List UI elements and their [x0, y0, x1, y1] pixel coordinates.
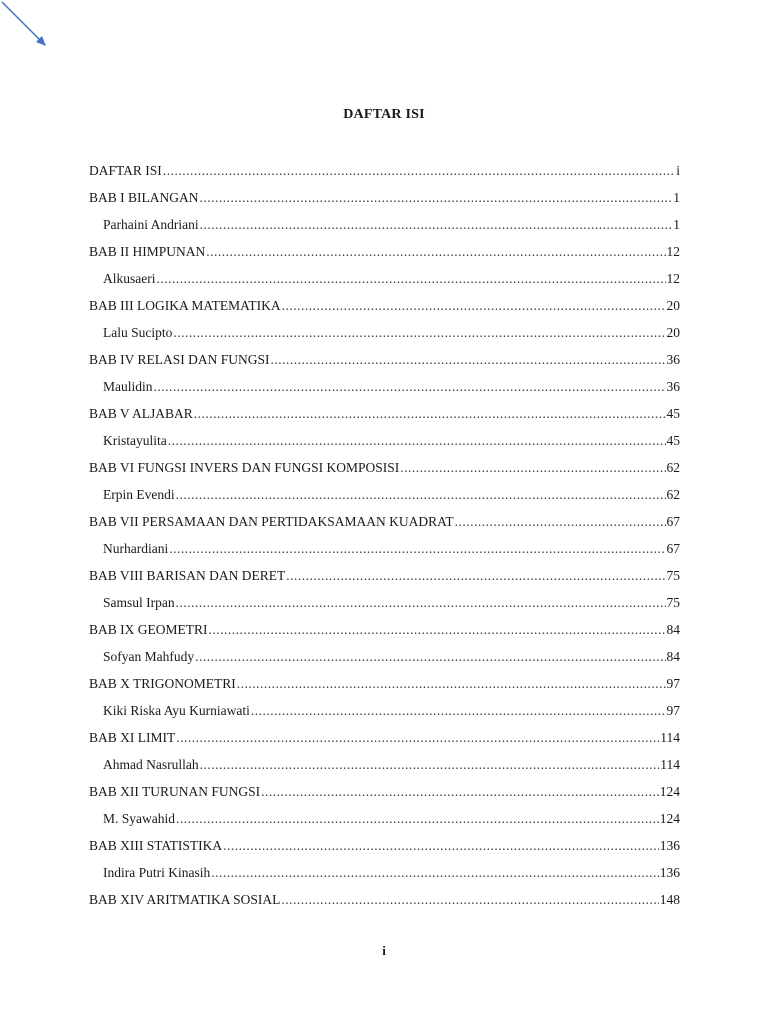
toc-entry-page: 97 [666, 676, 680, 691]
toc-entry-label: Parhaini Andriani [103, 217, 199, 232]
toc-dot-leader [176, 809, 659, 829]
toc-chapter-entry[interactable] [89, 458, 680, 485]
toc-dot-leader [176, 485, 666, 505]
toc-dot-leader [286, 566, 665, 586]
toc-dot-leader [176, 728, 659, 748]
toc-entry-page: 45 [666, 406, 680, 421]
toc-entry-page: 114 [660, 730, 680, 745]
toc-entry-page: 75 [666, 595, 680, 610]
toc-dot-leader [211, 863, 659, 883]
toc-entry-page: 148 [659, 892, 680, 907]
toc-author-entry[interactable] [89, 647, 680, 674]
toc-chapter-entry[interactable] [89, 296, 680, 323]
toc-chapter-entry[interactable] [89, 512, 680, 539]
toc-entry-page: 45 [666, 433, 680, 448]
toc-dot-leader [281, 890, 658, 910]
toc-dot-leader [200, 755, 660, 775]
toc-chapter-entry[interactable] [89, 890, 680, 917]
toc-chapter-entry[interactable] [89, 836, 680, 863]
toc-entry-page: 62 [666, 487, 680, 502]
toc-dot-leader [195, 647, 665, 667]
toc-entry-page: 12 [666, 271, 680, 286]
toc-dot-leader [223, 836, 659, 856]
toc-entry-page: 124 [659, 784, 680, 799]
toc-entry-page: 20 [666, 325, 680, 340]
toc-entry-label: BAB VI FUNGSI INVERS DAN FUNGSI KOMPOSISI [89, 460, 400, 475]
toc-entry-label: BAB XI LIMIT [89, 730, 176, 745]
toc-entry-label: BAB XIV ARITMATIKA SOSIAL [89, 892, 281, 907]
toc-entry-page: 20 [666, 298, 680, 313]
toc-dot-leader [261, 782, 659, 802]
toc-dot-leader [169, 539, 665, 559]
toc-entry-page: 136 [659, 838, 680, 853]
toc-dot-leader [156, 269, 665, 289]
toc-author-entry[interactable] [89, 809, 680, 836]
toc-entry-label: Sofyan Mahfudy [103, 649, 195, 664]
toc-dot-leader [194, 404, 666, 424]
toc-chapter-entry[interactable] [89, 566, 680, 593]
toc-entry-page: 62 [666, 460, 680, 475]
toc-dot-leader [282, 296, 666, 316]
toc-chapter-entry[interactable] [89, 188, 680, 215]
table-of-contents [89, 161, 680, 917]
toc-author-entry[interactable] [89, 863, 680, 890]
toc-chapter-entry[interactable] [89, 620, 680, 647]
toc-entry-label: M. Syawahid [103, 811, 175, 826]
toc-entry-label: BAB XIII STATISTIKA [89, 838, 223, 853]
toc-dot-leader [237, 674, 666, 694]
toc-dot-leader [271, 350, 666, 370]
toc-dot-leader [176, 593, 666, 613]
toc-author-entry[interactable] [89, 755, 680, 782]
toc-entry-label: BAB VIII BARISAN DAN DERET [89, 568, 286, 583]
toc-entry-page: 97 [666, 703, 680, 718]
toc-entry-page: 67 [666, 541, 680, 556]
toc-entry-label: BAB VII PERSAMAAN DAN PERTIDAKSAMAAN KUADRAT [89, 514, 454, 529]
toc-author-entry[interactable] [89, 539, 680, 566]
toc-entry-page: 84 [666, 649, 680, 664]
toc-chapter-entry[interactable] [89, 728, 680, 755]
page-title: DAFTAR ISI [343, 107, 425, 122]
toc-dot-leader [209, 620, 666, 640]
toc-entry-label: BAB II HIMPUNAN [89, 244, 206, 259]
toc-chapter-entry[interactable] [89, 782, 680, 809]
toc-entry-page: 84 [666, 622, 680, 637]
toc-dot-leader [455, 512, 666, 532]
toc-entry-label: BAB XII TURUNAN FUNGSI [89, 784, 261, 799]
toc-entry-page: 12 [666, 244, 680, 259]
toc-author-entry[interactable] [89, 593, 680, 620]
page-number: i [382, 943, 386, 958]
toc-entry-page: 36 [666, 379, 680, 394]
toc-entry-page: i [676, 163, 680, 178]
toc-dot-leader [200, 188, 673, 208]
toc-dot-leader [251, 701, 666, 721]
toc-entry-label: Alkusaeri [103, 271, 156, 286]
toc-entry-label: BAB X TRIGONOMETRI [89, 676, 236, 691]
toc-dot-leader [173, 323, 665, 343]
toc-entry-label: Ahmad Nasrullah [103, 757, 199, 772]
toc-entry-label: BAB I BILANGAN [89, 190, 199, 205]
toc-entry-label: Erpin Evendi [103, 487, 175, 502]
toc-dot-leader [400, 458, 665, 478]
toc-entry-label: BAB III LOGIKA MATEMATIKA [89, 298, 281, 313]
toc-dot-leader [154, 377, 666, 397]
toc-entry-label: BAB IV RELASI DAN FUNGSI [89, 352, 270, 367]
toc-author-entry[interactable] [89, 485, 680, 512]
toc-author-entry[interactable] [89, 377, 680, 404]
toc-entry-page: 114 [660, 757, 680, 772]
toc-chapter-entry[interactable] [89, 242, 680, 269]
toc-entry-page: 1 [673, 190, 680, 205]
toc-entry-page: 1 [673, 217, 680, 232]
toc-dot-leader [163, 161, 675, 181]
toc-entry-label: Kiki Riska Ayu Kurniawati [103, 703, 250, 718]
toc-author-entry[interactable] [89, 323, 680, 350]
toc-entry-label: Maulidin [103, 379, 153, 394]
toc-entry-label: Nurhardiani [103, 541, 169, 556]
toc-entry-label: Kristayulita [103, 433, 167, 448]
toc-author-entry[interactable] [89, 269, 680, 296]
toc-entry-page: 67 [666, 514, 680, 529]
toc-entry-label: Lalu Sucipto [103, 325, 173, 340]
toc-entry-label: BAB IX GEOMETRI [89, 622, 208, 637]
toc-dot-leader [200, 215, 673, 235]
toc-entry-page: 124 [659, 811, 680, 826]
diagonal-arrow-icon [0, 0, 60, 60]
toc-entry-page: 75 [666, 568, 680, 583]
toc-chapter-entry[interactable] [89, 674, 680, 701]
toc-entry-label: BAB V ALJABAR [89, 406, 193, 421]
toc-author-entry[interactable] [89, 215, 680, 242]
toc-entry-label: Samsul Irpan [103, 595, 175, 610]
toc-author-entry[interactable] [89, 431, 680, 458]
toc-entry-label: DAFTAR ISI [89, 163, 162, 178]
toc-chapter-entry[interactable] [89, 161, 680, 188]
toc-dot-leader [168, 431, 666, 451]
toc-author-entry[interactable] [89, 701, 680, 728]
toc-chapter-entry[interactable] [89, 350, 680, 377]
toc-dot-leader [206, 242, 665, 262]
toc-entry-page: 36 [666, 352, 680, 367]
toc-entry-label: Indira Putri Kinasih [103, 865, 211, 880]
toc-chapter-entry[interactable] [89, 404, 680, 431]
toc-entry-page: 136 [659, 865, 680, 880]
